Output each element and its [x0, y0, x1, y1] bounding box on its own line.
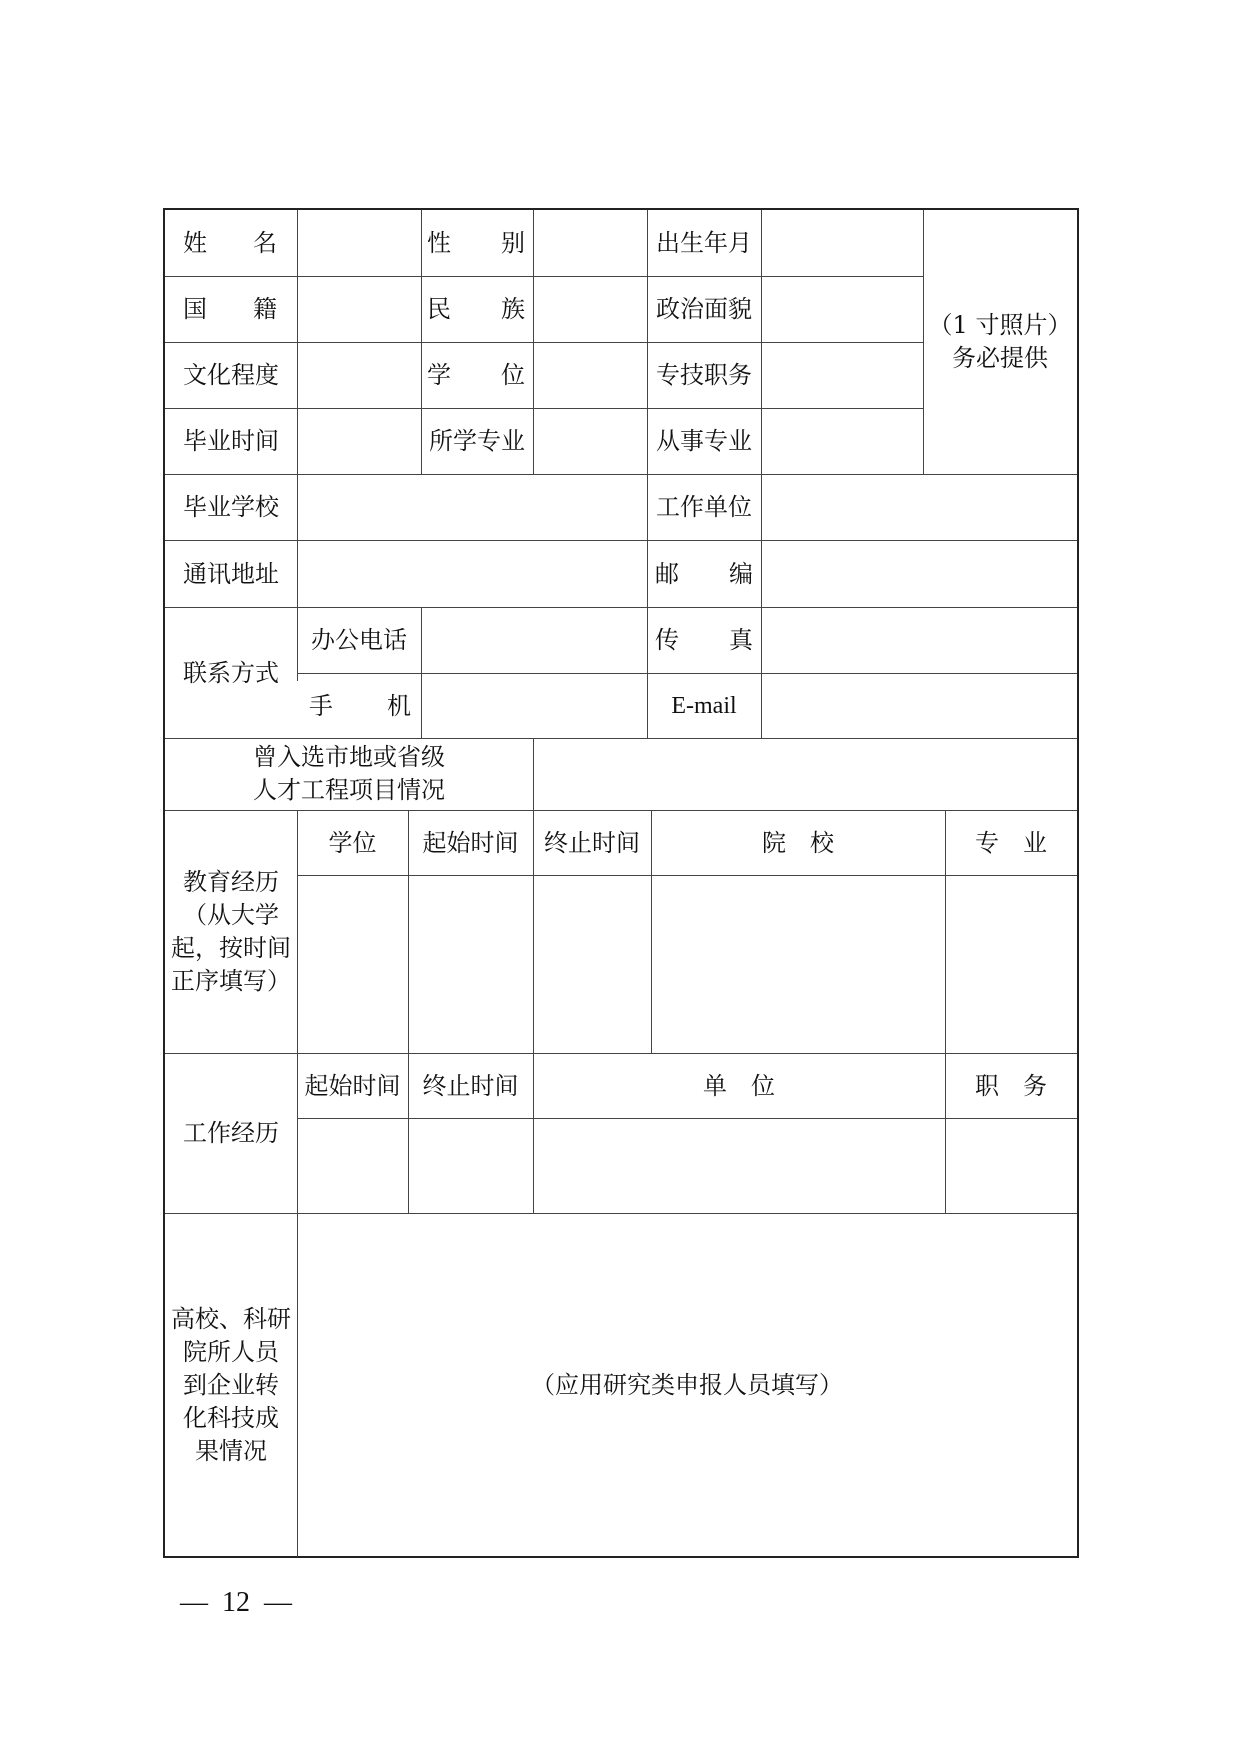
field-title[interactable] — [762, 343, 923, 408]
field-grad-time[interactable] — [298, 409, 421, 474]
photo-placeholder: （1 寸照片） 务必提供 — [928, 311, 1072, 372]
field-work-rows[interactable] — [298, 1119, 1077, 1213]
header-work-start: 起始时间 — [304, 1071, 401, 1100]
label-engaged: 从事专业 — [656, 427, 752, 455]
field-political[interactable] — [762, 277, 923, 342]
field-employer[interactable] — [762, 475, 1077, 540]
field-school[interactable] — [298, 475, 647, 540]
label-gender: 性 别 — [427, 229, 525, 257]
field-major[interactable] — [534, 409, 647, 474]
field-education-rows[interactable] — [298, 876, 1077, 1053]
field-engaged[interactable] — [762, 409, 923, 474]
header-work-end: 终止时间 — [422, 1071, 519, 1100]
field-email[interactable] — [762, 674, 1077, 738]
field-gender[interactable] — [534, 211, 647, 276]
label-major: 所学专业 — [429, 427, 525, 455]
research-note: （应用研究类申报人员填写） — [531, 1371, 843, 1399]
label-mobile: 手 机 — [309, 691, 411, 720]
label-postcode: 邮 编 — [655, 559, 753, 588]
field-office-phone[interactable] — [422, 608, 647, 673]
field-fax[interactable] — [762, 608, 1077, 673]
label-research-transfer: 高校、科研 院所人员 到企业转 化科技成 果情况 — [171, 1304, 291, 1465]
header-edu-major: 专 业 — [975, 828, 1047, 857]
label-birth: 出生年月 — [656, 229, 752, 257]
field-talent-project[interactable] — [534, 739, 1077, 810]
header-edu-degree: 学位 — [328, 828, 377, 857]
field-ethnicity[interactable] — [534, 277, 647, 342]
label-education-history: 教育经历 （从大学 起，按时间 正序填写） — [171, 867, 291, 995]
field-education[interactable] — [298, 343, 421, 408]
field-name[interactable] — [298, 211, 421, 276]
field-mobile[interactable] — [422, 674, 647, 738]
label-political: 政治面貌 — [656, 295, 752, 323]
label-contact: 联系方式 — [183, 658, 279, 687]
field-birth[interactable] — [762, 211, 923, 276]
label-grad-time: 毕业时间 — [183, 427, 279, 455]
label-fax: 传 真 — [655, 626, 753, 654]
header-edu-school: 院 校 — [762, 828, 834, 857]
field-degree[interactable] — [534, 343, 647, 408]
label-degree: 学 位 — [427, 361, 525, 389]
header-work-unit: 单 位 — [703, 1071, 775, 1100]
field-postcode[interactable] — [762, 541, 1077, 607]
label-address: 通讯地址 — [183, 559, 279, 588]
label-name: 姓 名 — [183, 229, 277, 257]
label-email: E-mail — [671, 692, 737, 719]
label-work-history: 工作经历 — [183, 1119, 279, 1147]
label-school: 毕业学校 — [183, 493, 279, 521]
page-dash-right: — — [264, 1587, 292, 1618]
label-ethnicity: 民 族 — [427, 295, 525, 323]
label-nationality: 国 籍 — [183, 295, 277, 323]
header-edu-start: 起始时间 — [422, 828, 519, 857]
header-work-position: 职 务 — [975, 1071, 1047, 1100]
label-education: 文化程度 — [183, 361, 279, 389]
label-employer: 工作单位 — [656, 493, 752, 521]
label-title: 专技职务 — [656, 361, 752, 389]
page-number — [180, 1587, 292, 1619]
field-nationality[interactable] — [298, 277, 421, 342]
page-number-value: 12 — [222, 1587, 250, 1618]
label-office-phone: 办公电话 — [311, 626, 407, 654]
application-form-table — [163, 208, 1079, 1558]
field-address[interactable] — [298, 541, 647, 607]
page-dash-left: — — [180, 1587, 208, 1618]
label-talent-project: 曾入选市地或省级 人才工程项目情况 — [253, 743, 445, 804]
header-edu-end: 终止时间 — [544, 828, 640, 857]
